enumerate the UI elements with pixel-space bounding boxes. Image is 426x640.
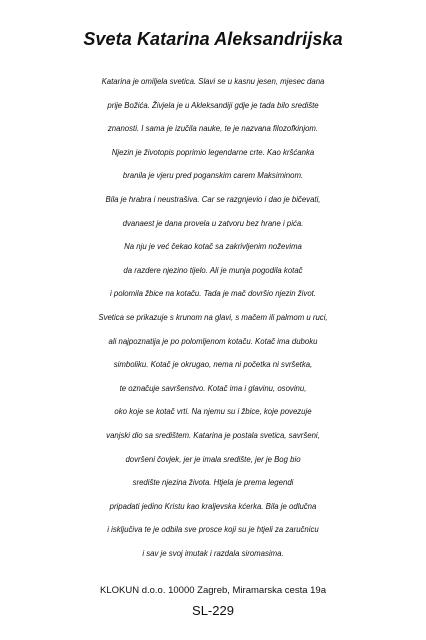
- body-line: Njezin je životopis poprimio legendarne crte. Kao kršćanka: [111, 147, 315, 157]
- body-line: vanjski dio sa središtem. Katarina je postala svetica, savršeni,: [106, 430, 320, 440]
- body-line: središte njezina života. Htjela je prema legendi: [132, 478, 294, 488]
- body-line: i sav je svoj imutak i razdala siromasima.: [142, 548, 284, 558]
- body-line: Katarina je omiljela svetica. Slavi se u kasnu jesen, mjesec dana: [101, 77, 325, 86]
- body-line: Na nju je već čekao kotač sa zakrivljenim noževima: [124, 242, 302, 252]
- body-line: i isključiva te je odbila sve prosce koji su je htjeli za zaručnicu: [107, 525, 319, 535]
- body-line: prije Božića. Živjela je u Akleksandiji gdje je tada bilo središte: [107, 100, 319, 110]
- body-line: dovršeni čovjek, jer je imala središte, jer je Bog bio: [125, 454, 301, 464]
- body-line: i polomila žbice na kotaču. Tada je mač dovršio njezin život.: [109, 289, 316, 299]
- card-title: Sveta Katarina Aleksandrijska: [83, 29, 343, 49]
- body-line: znanosti. I sama je izučila nauke, te je nazvana filozofkinjom.: [107, 124, 319, 134]
- body-line: branila je vjeru pred poganskim carem Maksiminom.: [122, 171, 304, 181]
- body-line: da razdere njezino tijelo. Ali je munja pogodila kotač: [123, 265, 303, 275]
- body-line: simboliku. Kotač je okrugao, nema ni početka ni svršetka,: [113, 360, 313, 370]
- body-line: pripadati jedino Kristu kao kraljevska kćerka. Bila je odlučna: [109, 501, 317, 511]
- body-line: Bila je hrabra i neustrašiva. Car se razgnjevio i dao je bičevati,: [105, 194, 321, 204]
- body-line: te označuje savršenstvo. Kotač ima i glavinu, osovinu,: [119, 383, 307, 393]
- publisher-address: KLOKUN d.o.o. 10000 Zagreb, Miramarska cesta 19a: [99, 585, 326, 596]
- product-code: SL-229: [192, 603, 234, 618]
- card-body-text: [0, 70, 426, 565]
- body-line: ali najpoznatija je po polomljenom kotaču. Kotač ima duboku: [108, 336, 318, 346]
- body-line: dvanaest je dana provela u zatvoru bez hrane i pića.: [122, 218, 304, 228]
- body-line: oko koje se kotač vrti. Na njemu su i žbice, koje povezuje: [114, 407, 312, 417]
- body-line: Svetica se prikazuje s krunom na glavi, s mačem ili palmom u ruci,: [98, 312, 328, 322]
